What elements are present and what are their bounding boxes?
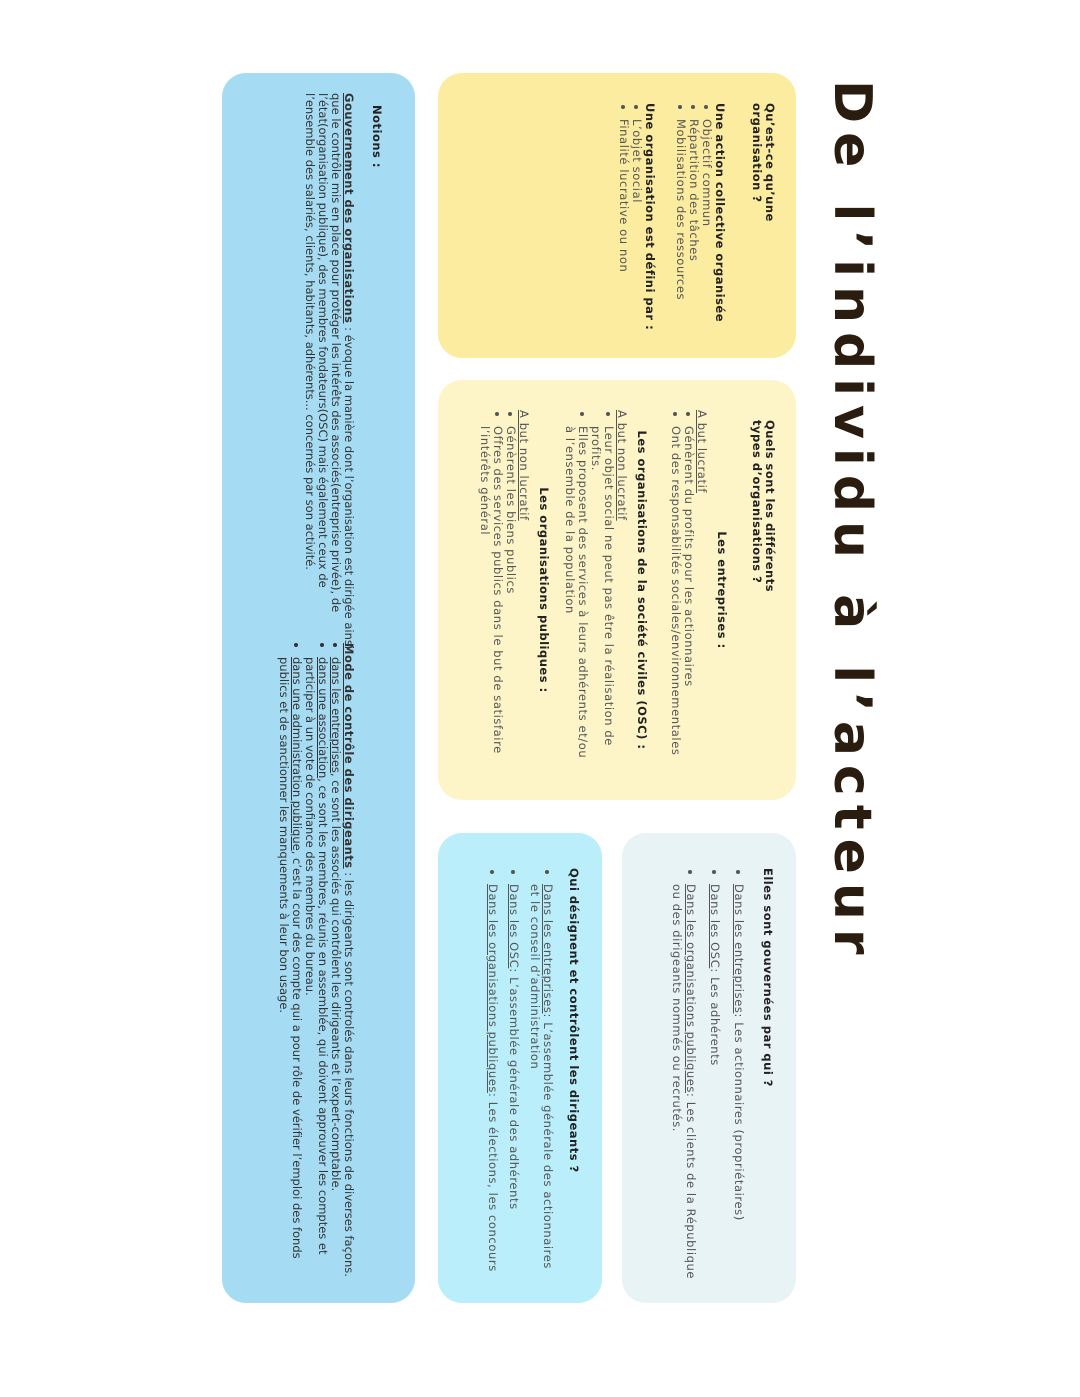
defined-section bbox=[617, 103, 656, 333]
section-heading: Les entreprises : bbox=[715, 531, 729, 649]
list-item bbox=[329, 657, 342, 1283]
item-text: : Les adhérents bbox=[708, 968, 722, 1066]
item-label: dans les entreprises bbox=[329, 657, 343, 773]
item-label: Dans les entreprises bbox=[541, 884, 555, 1014]
term-label: Gouvernement des organisations bbox=[342, 93, 356, 324]
page-title: De l’individu à l’acteur bbox=[822, 80, 882, 964]
entreprises-section bbox=[669, 410, 708, 770]
osc-section bbox=[563, 410, 628, 770]
list-item bbox=[732, 884, 746, 1284]
term-definition: : les dirigeants sont controlés dans leurs fonctions de diverses façons. bbox=[342, 868, 356, 1277]
item-text: , ce sont les associés qui contrôlent les dirigeants et l’expert-comptable. bbox=[329, 772, 343, 1192]
list-item: • Elles proposent des services à leurs adhérents et/ou à l’ensemble de la population bbox=[563, 426, 589, 770]
section-heading: Une organisation est défini par : bbox=[643, 103, 657, 331]
mode-controle-paragraph bbox=[277, 643, 355, 1283]
item-label: Dans les organisations publiques bbox=[486, 884, 500, 1093]
card-notions bbox=[222, 73, 415, 1303]
card-governance bbox=[622, 833, 796, 1303]
item-text: , ce sont les membres, réunis en assemblée, qui doivent approuver les comptes et participer à un vote de confiance des membres du bureau. bbox=[303, 657, 330, 1255]
gouvernement-paragraph bbox=[303, 93, 355, 653]
subheading: A but non lucratif bbox=[517, 410, 531, 521]
governance-list bbox=[670, 868, 746, 1284]
card-heading: Qu’est-ce qu’une organisation ? bbox=[750, 103, 777, 222]
item-text: : L’assemblée générale des actionnaires et le conseil d’administration bbox=[528, 884, 555, 1270]
section-heading: Une action collective organisée bbox=[713, 103, 727, 323]
item-text: : Les actionnaires (propriétaires) bbox=[732, 1013, 746, 1221]
item-label: Dans les OSC bbox=[507, 884, 521, 969]
list-item: • Objectif commun bbox=[700, 119, 713, 333]
list-item: • Répartition des tâches bbox=[687, 119, 700, 333]
card-heading: Qui désignent et contrôlent les dirigeants ? bbox=[567, 868, 581, 1173]
card-heading: Notions : bbox=[370, 105, 384, 168]
item-label: Dans les entreprises bbox=[732, 884, 746, 1014]
item-text: : Les clients de la République ou des dirigeants nommés ou recrutés. bbox=[670, 884, 698, 1280]
card-control bbox=[438, 833, 602, 1303]
list-item: • Mobilisations des ressources bbox=[674, 119, 687, 333]
list-item: • Génèrent du profits pour les actionnaires bbox=[682, 426, 695, 770]
list-item bbox=[486, 884, 499, 1284]
list-item: • L’objet social bbox=[630, 119, 643, 333]
list-item bbox=[303, 657, 329, 1283]
card-heading: Quels sont les différents types d’organisations ? bbox=[750, 420, 777, 593]
item-text: : Les élections, les concours bbox=[486, 1093, 500, 1272]
card-types bbox=[438, 380, 796, 800]
card-heading: Elles sont gouvernées par qui ? bbox=[761, 868, 775, 1087]
list-item bbox=[670, 884, 698, 1284]
list-item: • Ont des responsabilités sociales/environnementales bbox=[669, 426, 682, 770]
list-item: • Offres des services publics dans le but de satisfaire l’intérêts général bbox=[478, 426, 504, 770]
action-section bbox=[674, 103, 726, 333]
item-label: dans une administration publique bbox=[290, 657, 304, 851]
subheading: A but lucratif bbox=[695, 410, 709, 494]
term-definition: : évoque la manière dont l’organisation est dirigée ainsi que le contrôle mis en place pour protéger les intérêts des associés(entreprise privée), de l’état(organisation publique), des membres fondateurs(OSC) mais également ceux de l’ensemble des salariés, clients, habitants, adhérents... concernés par son activité. bbox=[303, 93, 356, 650]
item-label: Dans les OSC bbox=[708, 884, 722, 969]
control-list bbox=[486, 868, 554, 1284]
list-item: • Génèrent les biens publics bbox=[504, 426, 517, 770]
list-item: • Leur objet social ne peut pas être la réalisation de profits. bbox=[589, 426, 615, 770]
item-label: dans une association bbox=[316, 657, 330, 779]
subheading: A but non lucratif bbox=[615, 410, 629, 521]
item-text: : L’assemblée générale des adhérents bbox=[507, 968, 521, 1210]
list-item bbox=[277, 657, 303, 1283]
term-label: Mode de contrôle des dirigeants bbox=[342, 643, 356, 869]
list-item: • Finalité lucrative ou non bbox=[617, 119, 630, 333]
public-section bbox=[478, 410, 530, 770]
list-item bbox=[507, 884, 520, 1284]
list-item bbox=[528, 884, 554, 1284]
item-text: , c’est la cour des compte qui a pour rôle de vérifier l’emploi des fonds publics et de sanctionner les manquements à leur bon usage. bbox=[277, 657, 304, 1259]
section-heading: Les organisations de la société civiles (OSC) : bbox=[635, 430, 649, 750]
card-definition bbox=[438, 73, 796, 358]
section-heading: Les organisations publiques : bbox=[537, 487, 551, 693]
list-item bbox=[708, 884, 722, 1284]
item-label: Dans les organisations publiques bbox=[684, 884, 698, 1093]
